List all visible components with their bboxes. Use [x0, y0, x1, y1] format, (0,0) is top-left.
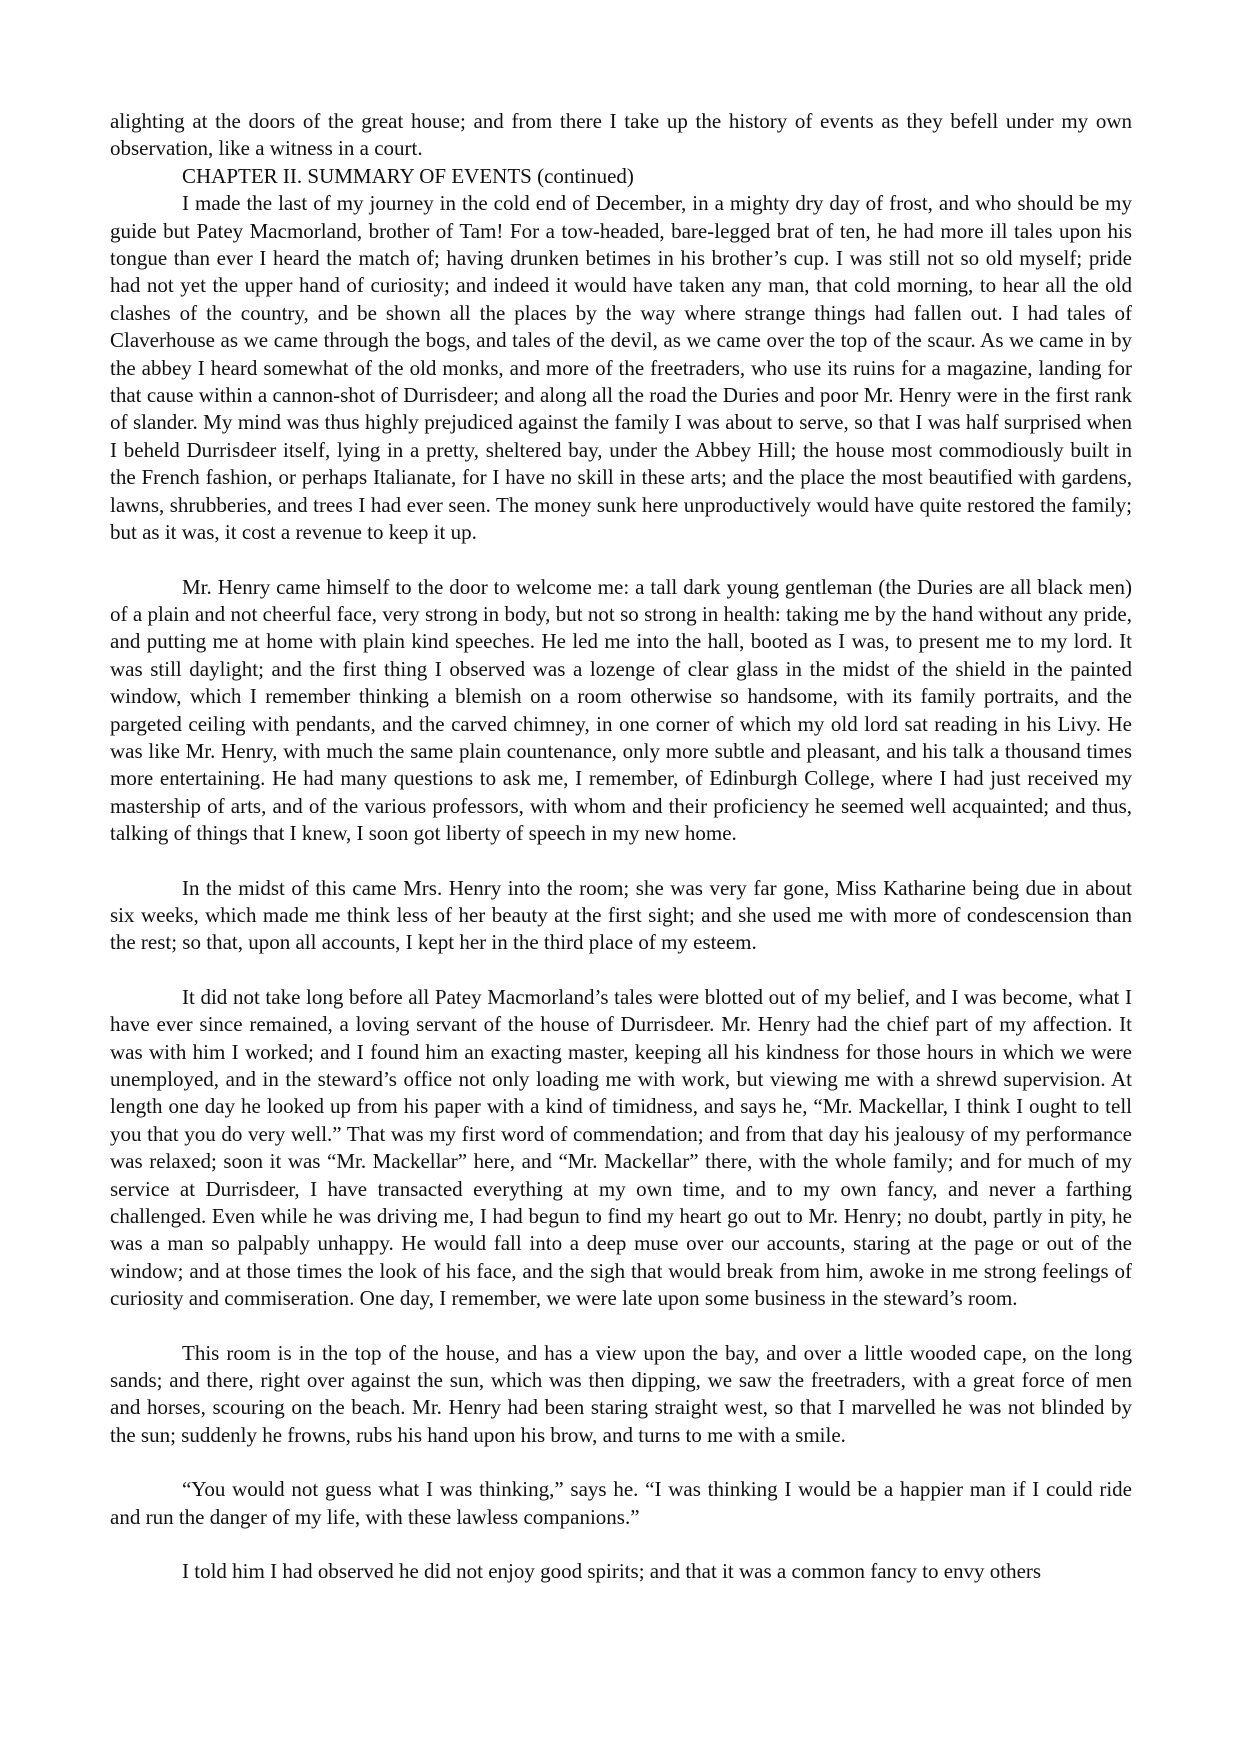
body-paragraph-3: In the midst of this came Mrs. Henry into the room; she was very far gone, Miss Katharine being due in about six weeks, which made me think less of her beauty at the first sight; and she used me with more of condescension than the rest; so that, upon all accounts, I kept her in the third place of my esteem. [110, 875, 1132, 955]
body-paragraph-5: This room is in the top of the house, and has a view upon the bay, and over a little wooded cape, on the long sands; and there, right over against the sun, which was then dipping, we saw the freetraders, with a great force of men and horses, scouring on the beach. Mr. Henry had been staring straight west, so that I marvelled he was not blinded by the sun; suddenly he frowns, rubs his hand upon his brow, and turns to me with a smile. [110, 1340, 1132, 1447]
opening-paragraph: alighting at the doors of the great house; and from there I take up the history of events as they befell under my own observation, like a witness in a court. [110, 109, 1132, 161]
body-paragraph-1: I made the last of my journey in the cold end of December, in a mighty dry day of frost, and who should be my guide but Patey Macmorland, brother of Tam! For a tow-headed, bare-legged brat of ten, he had more ill tales upon his tongue than ever I heard the match of; having drunken betimes in his brother’s cup. I was still not so old myself; pride had not yet the upper hand of curiosity; and indeed it would have taken any man, that cold morning, to hear all the old clashes of the country, and be shown all the places by the way where strange things had fallen out. I had tales of Claverhouse as we came through the bogs, and tales of the devil, as we came over the top of the scaur. As we came in by the abbey I heard somewhat of the old monks, and more of the freetraders, who use its ruins for a magazine, landing for that cause within a cannon-shot of Durrisdeer; and along all the road the Duries and poor Mr. Henry were in the first rank of slander. My mind was thus highly prejudiced against the family I was about to serve, so that I was half surprised when I beheld Durrisdeer itself, lying in a pretty, sheltered bay, under the Abbey Hill; the house most commodiously built in the French fashion, or perhaps Italianate, for I have no skill in these arts; and the place the most beautified with gardens, lawns, shrubberies, and trees I had ever seen. The money sunk here unproductively would have quite restored the family; but as it was, it cost a revenue to keep it up. [110, 191, 1132, 545]
document-page [110, 108, 1132, 1586]
body-paragraph-6: “You would not guess what I was thinking,” says he. “I was thinking I would be a happier man if I could ride and run the danger of my life, with these lawless companions.” [110, 1477, 1132, 1529]
body-paragraph-7: I told him I had observed he did not enjoy good spirits; and that it was a common fancy to envy others [182, 1559, 1042, 1584]
chapter-heading: CHAPTER II. SUMMARY OF EVENTS (continued) [182, 163, 634, 188]
body-paragraph-4: It did not take long before all Patey Macmorland’s tales were blotted out of my belief, and I was become, what I have ever since remained, a loving servant of the house of Durrisdeer. Mr. Henry had the chief part of my affection. It was with him I worked; and I found him an exacting master, keeping all his kindness for those hours in which we were unemployed, and in the steward’s office not only loading me with work, but viewing me with a shrewd supervision. At length one day he looked up from his paper with a kind of timidness, and says he, “Mr. Mackellar, I think I ought to tell you that you do very well.” That was my first word of commendation; and from that day his jealousy of my performance was relaxed; soon it was “Mr. Mackellar” here, and “Mr. Mackellar” there, with the whole family; and for much of my service at Durrisdeer, I have transacted everything at my own time, and to my own fancy, and never a farthing challenged. Even while he was driving me, I had begun to find my heart go out to Mr. Henry; no doubt, partly in pity, he was a man so palpably unhappy. He would fall into a deep muse over our accounts, staring at the page or out of the window; and at those times the look of his face, and the sigh that would break from him, awoke in me strong feelings of curiosity and commiseration. One day, I remember, we were late upon some business in the steward’s room. [110, 984, 1132, 1311]
body-paragraph-2: Mr. Henry came himself to the door to welcome me: a tall dark young gentleman (the Duries are all black men) of a plain and not cheerful face, very strong in body, but not so strong in health: taking me by the hand without any pride, and putting me at home with plain kind speeches. He led me into the hall, booted as I was, to present me to my lord. It was still daylight; and the first thing I observed was a lozenge of clear glass in the midst of the shield in the painted window, which I remember thinking a blemish on a room otherwise so handsome, with its family portraits, and the pargeted ceiling with pendants, and the carved chimney, in one corner of which my old lord sat reading in his Livy. He was like Mr. Henry, with much the same plain countenance, only more subtle and pleasant, and his talk a thousand times more entertaining. He had many questions to ask me, I remember, of Edinburgh College, where I had just received my mastership of arts, and of the various professors, with whom and their proficiency he seemed well acquainted; and thus, talking of things that I knew, I soon got liberty of speech in my new home. [110, 574, 1132, 846]
